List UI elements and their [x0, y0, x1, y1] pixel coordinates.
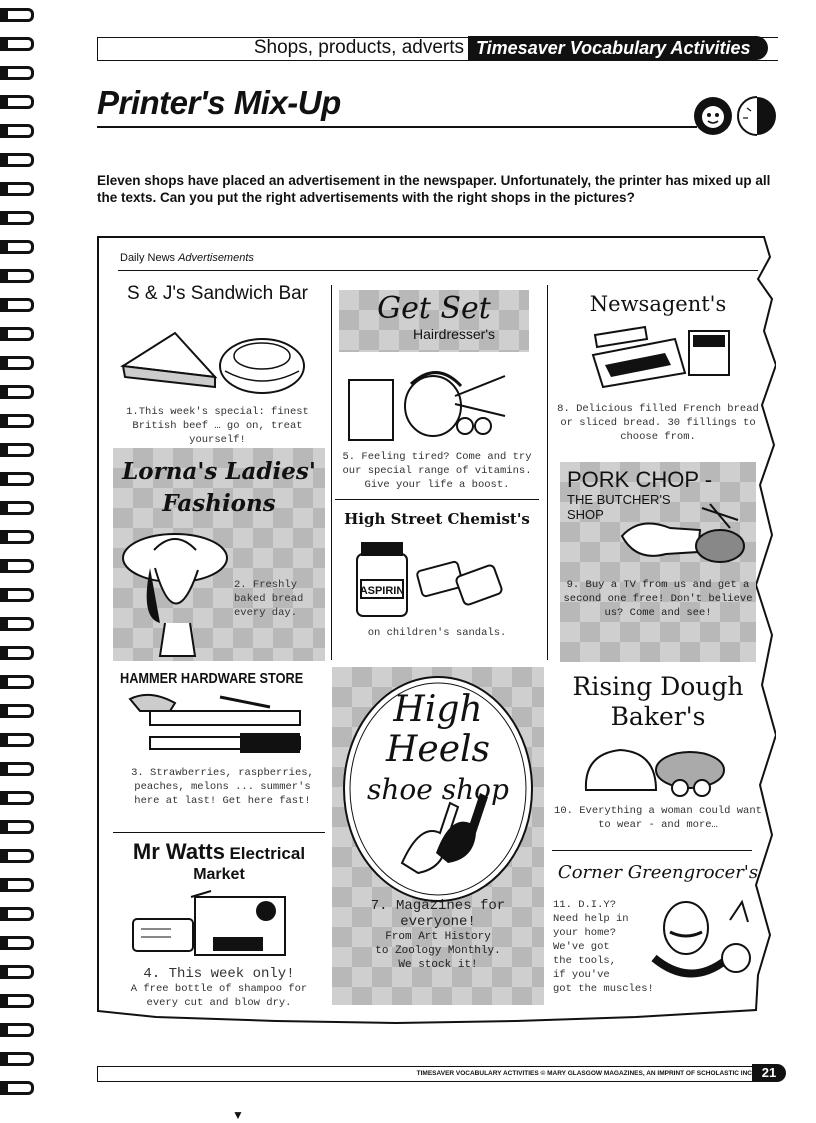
binding-coil — [4, 124, 34, 138]
ad-porkchop-shop-line1: PORK CHOP - — [567, 467, 713, 492]
newspaper-name: Daily News — [120, 252, 176, 264]
activity-icons — [693, 96, 779, 136]
binding-coil — [4, 501, 34, 515]
binding-coil — [4, 704, 34, 718]
ad-porkchop-shop-line2: THE BUTCHER'S — [567, 492, 671, 507]
newspaper-heading — [120, 252, 254, 264]
binding-coil — [4, 820, 34, 834]
ad-corner-text-line: got the muscles! — [553, 983, 654, 995]
ad-rising-shop-line1: Rising Dough — [572, 672, 744, 701]
ad-newsagent-shop: Newsagent's — [589, 292, 727, 316]
binding-coil — [4, 414, 34, 428]
ad-heels-shop-line2: Heels — [386, 729, 490, 770]
ad-porkchop-text: 9. Buy a TV from us and get a second one free! Don't believe us? Come and see! — [563, 579, 753, 619]
ad-lorna-shop-line2: Fashions — [162, 490, 276, 517]
binding-coil — [4, 617, 34, 631]
aspirin-label: ASPIRIN — [359, 585, 405, 597]
bakery-illustration — [580, 740, 730, 798]
ad-heels-text — [340, 898, 536, 972]
binding-coil — [4, 298, 34, 312]
electrical-goods-illustration — [131, 889, 301, 959]
binding-coil — [4, 240, 34, 254]
ad-hammer-shop: HAMMER HARDWARE STORE — [120, 670, 304, 687]
spiral-binding — [0, 0, 36, 1123]
face-icon — [694, 97, 732, 135]
butcher-illustration — [620, 500, 750, 572]
binding-coil — [4, 936, 34, 950]
footer-credit: TIMESAVER VOCABULARY ACTIVITIES © MARY GLASGOW MAGAZINES, AN IMPRINT OF SCHOLASTIC INC — [416, 1070, 752, 1077]
binding-coil — [4, 37, 34, 51]
page-number: 21 — [752, 1064, 786, 1082]
binding-coil — [4, 559, 34, 573]
header-topic: Shops, products, adverts — [253, 37, 464, 58]
binding-coil — [4, 356, 34, 370]
ad-heels-shop — [340, 690, 536, 810]
clock-icon — [738, 97, 776, 135]
ad-newsagent-text: 8. Delicious filled French bread or sliced bread. 30 fillings to choose from. — [557, 403, 759, 443]
ad-heels-text-line2: everyone! — [400, 914, 476, 930]
binding-coil — [4, 385, 34, 399]
ad-getset-shop-line2: Hairdresser's — [412, 326, 496, 342]
chemist-illustration — [355, 540, 505, 620]
ad-watts-text-line2: A free bottle of shampoo for every cut and blow dry. — [130, 983, 308, 1009]
column-divider-2 — [547, 285, 548, 660]
instructions: Eleven shops have placed an advertisement in the newspaper. Unfortunately, the printer has mixed up all the texts. Can you put the right advertisements with the right shops in the pictures? — [97, 173, 771, 205]
hairdresser-illustration — [345, 356, 525, 448]
ad-corner-shop: Corner Greengrocer's — [557, 862, 759, 883]
binding-coil — [4, 269, 34, 283]
binding-coil — [4, 849, 34, 863]
binding-coil — [4, 907, 34, 921]
ad-watts-text-line1: 4. This week only! — [143, 966, 295, 982]
binding-coil — [4, 1052, 34, 1066]
header-series-badge: Timesaver Vocabulary Activities — [468, 36, 768, 60]
ad-watts-shop-line2: Market — [193, 866, 245, 883]
ad-getset-shop-line1: Get Set — [377, 291, 491, 326]
binding-coil — [4, 66, 34, 80]
binding-coil — [4, 965, 34, 979]
newspaper-section: Advertisements — [178, 252, 254, 264]
ad-corner-text-line: We've got — [553, 941, 610, 953]
ad-watts-shop-type: Electrical — [229, 844, 306, 863]
ad-sandwich-text: 1.This week's special: finest British beef … go on, treat yourself! — [126, 406, 309, 446]
ad-lorna-shop — [113, 456, 325, 520]
ad-porkchop-shop-line3: SHOP — [567, 507, 604, 522]
binding-coil — [4, 878, 34, 892]
page-title: Printer's Mix-Up — [97, 84, 341, 121]
ad-watts-shop — [113, 839, 325, 885]
binding-coil — [4, 762, 34, 776]
ad-chemist-text: on children's sandals. — [367, 627, 507, 639]
ad-corner-text-line: if you've — [553, 969, 610, 981]
ad-getset-shop — [339, 292, 529, 342]
binding-coil — [4, 95, 34, 109]
binding-coil — [4, 1023, 34, 1037]
binding-coil — [4, 211, 34, 225]
binding-coil — [4, 733, 34, 747]
column-divider-1 — [331, 285, 332, 660]
binding-coil — [4, 1081, 34, 1095]
chevron-down-icon: ▼ — [232, 1108, 244, 1122]
ad-watts-shop-name: Mr Watts — [132, 839, 225, 864]
ad-sandwich-bar — [110, 283, 325, 447]
ad-corner-text-line: the tools, — [553, 955, 617, 967]
ad-corner-text-line: your home? — [553, 927, 617, 939]
binding-coil — [4, 588, 34, 602]
binding-coil — [4, 530, 34, 544]
tools-illustration — [120, 689, 310, 761]
greengrocer-illustration — [650, 898, 756, 990]
ad-rising-text: 10. Everything a woman could want to wear - and more… — [554, 805, 762, 831]
binding-coil — [4, 327, 34, 341]
column-1-rule — [113, 832, 325, 833]
title-underline — [97, 126, 697, 128]
ad-corner-text — [553, 898, 663, 996]
ad-heels-text-line3: From Art History — [385, 931, 491, 943]
fashion-lady-illustration — [120, 528, 230, 658]
column-3-rule — [552, 850, 752, 851]
ad-heels-text-line1: 7. Magazines for — [370, 898, 506, 914]
column-2-rule — [335, 499, 539, 500]
binding-coil — [4, 182, 34, 196]
binding-coil — [4, 646, 34, 660]
binding-coil — [4, 791, 34, 805]
ad-rising-shop-line2: Baker's — [610, 702, 706, 731]
newspapers-illustration — [585, 325, 735, 395]
ad-corner-text-line: Need help in — [553, 913, 629, 925]
ad-heels-text-line4: to Zoology Monthly. — [375, 945, 501, 957]
ad-watts — [113, 839, 325, 1010]
binding-coil — [4, 443, 34, 457]
ad-rising-shop — [553, 672, 763, 732]
ad-lorna-text: 2. Freshly baked bread every day. — [234, 579, 304, 619]
binding-coil — [4, 153, 34, 167]
ad-chemist-shop: High Street Chemist's — [344, 510, 530, 528]
sandwich-illustration — [115, 311, 315, 396]
ad-heels-shop-line3: shoe shop — [367, 773, 509, 806]
binding-coil — [4, 472, 34, 486]
ad-corner-text-line: 11. D.I.Y? — [553, 899, 617, 911]
ad-sandwich-shop: S & J's Sandwich Bar — [126, 283, 309, 304]
binding-coil — [4, 994, 34, 1008]
newspaper-heading-rule — [118, 270, 758, 271]
binding-coil — [4, 675, 34, 689]
ad-lorna-shop-line1: Lorna's Ladies' — [122, 458, 316, 485]
ad-getset-text: 5. Feeling tired? Come and try our special range of vitamins. Give your life a boost. — [342, 451, 532, 491]
ad-heels-text-line5: We stock it! — [398, 959, 478, 971]
ad-heels-shop-line1: High — [393, 689, 483, 730]
ad-hammer — [120, 670, 325, 808]
ad-hammer-text: 3. Strawberries, raspberries, peaches, melons ... summer's here at last! Get here fast! — [131, 767, 314, 807]
binding-coil — [4, 8, 34, 22]
